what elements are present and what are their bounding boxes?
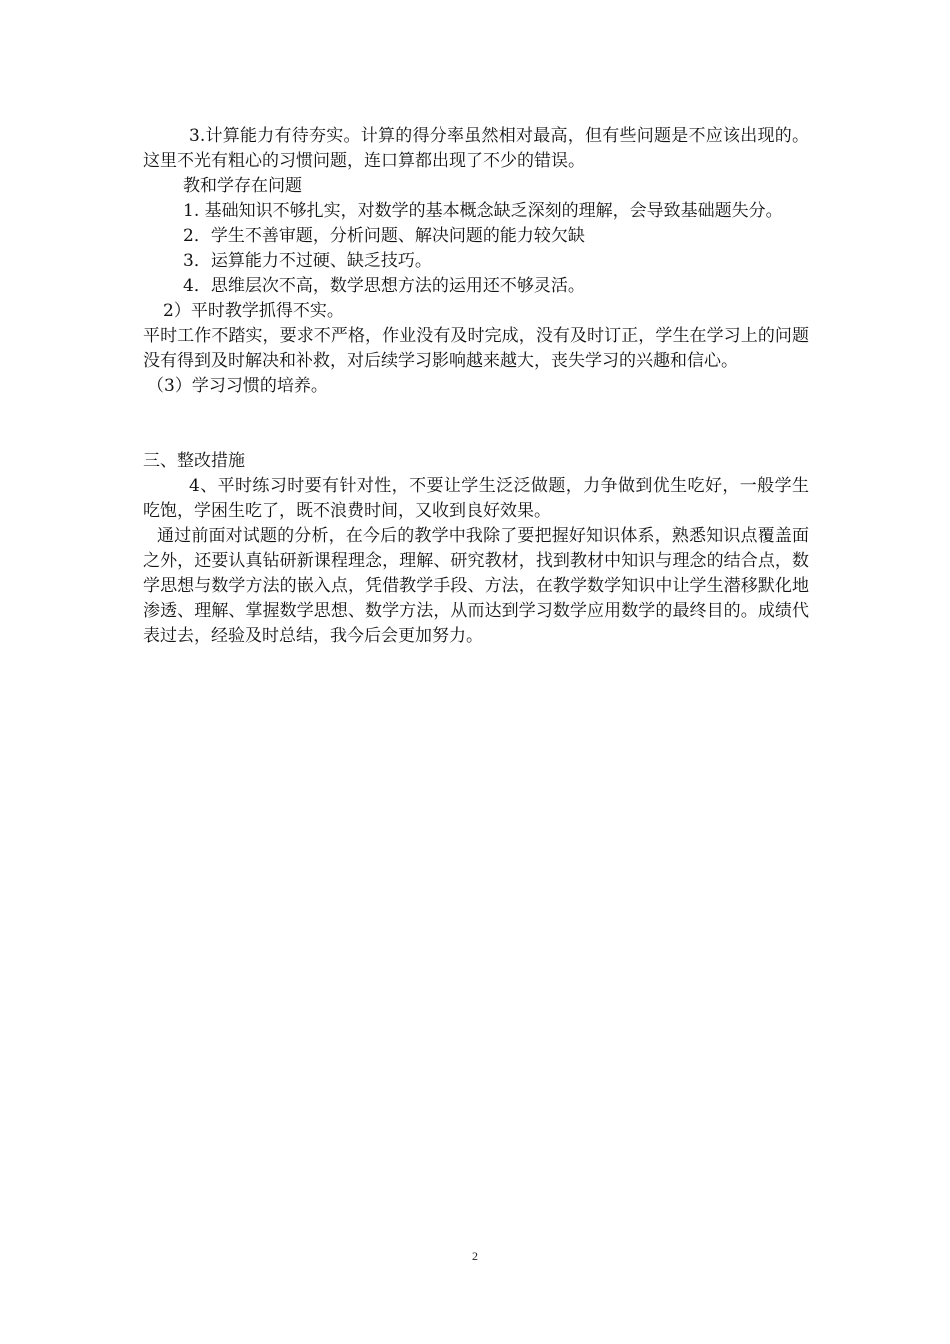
list-item-problem-reading: 2．学生不善审题，分析问题、解决问题的能力较欠缺 — [183, 226, 585, 246]
paragraph-conclusion: 通过前面对试题的分析，在今后的教学中我除了要把握好知识体系，熟悉知识点覆盖面之外，还要认真钻研新课程理念，理解、研究教材，找到教材中知识与理念的结合点，数学思想与数学方法的嵌入点，凭借教学手段、方法，在教学数学知识中让学生潜移默化地渗透、理解、掌握数学思想、数学方法，从而达到学习数学应用数学的最终目的。成绩代表过去，经验及时总结，我今后会更加努力。 — [143, 526, 809, 646]
section-heading-improvement-measures: 三、整改措施 — [143, 451, 245, 471]
heading-study-habits: （3）学习习惯的培养。 — [147, 376, 328, 396]
heading-daily-teaching: 2）平时教学抓得不实。 — [163, 301, 344, 321]
list-item-computation-skill: 3．运算能力不过硬、缺乏技巧。 — [183, 251, 432, 271]
paragraph-calculation-ability: 3.计算能力有待夯实。计算的得分率虽然相对最高，但有些问题是不应该出现的。这里不光有粗心的习惯问题，连口算都出现了不少的错误。 — [143, 126, 809, 171]
page-number: 2 — [472, 1249, 478, 1263]
paragraph-daily-work: 平时工作不踏实，要求不严格，作业没有及时完成，没有及时订正，学生在学习上的问题没有得到及时解决和补救，对后续学习影响越来越大，丧失学习的兴趣和信心。 — [143, 326, 809, 371]
list-item-thinking-level: 4．思维层次不高，数学思想方法的运用还不够灵活。 — [183, 276, 585, 296]
list-item-basic-knowledge: 1. 基础知识不够扎实，对数学的基本概念缺乏深刻的理解，会导致基础题失分。 — [183, 201, 783, 221]
paragraph-targeted-practice: 4、平时练习时要有针对性，不要让学生泛泛做题，力争做到优生吃好，一般学生吃饱，学困生吃了，既不浪费时间，又收到良好效果。 — [143, 476, 809, 521]
document-body — [143, 124, 809, 649]
section-spacer — [143, 399, 809, 449]
heading-teaching-learning-problems: 教和学存在问题 — [183, 176, 302, 196]
